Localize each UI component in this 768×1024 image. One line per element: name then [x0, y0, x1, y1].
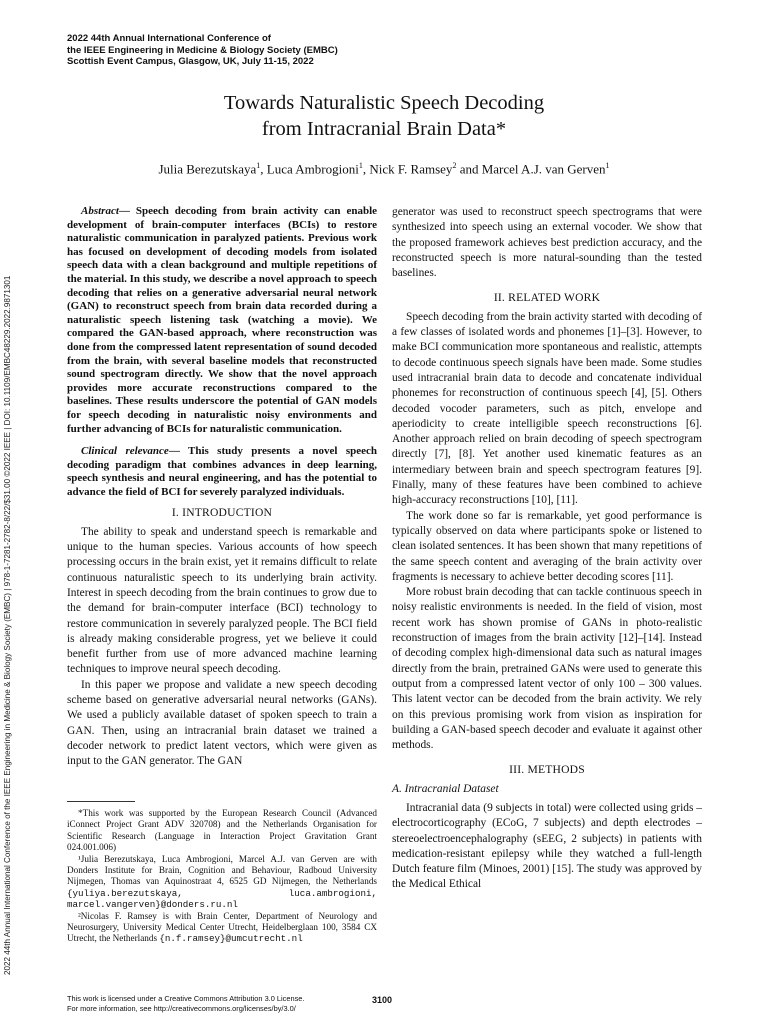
- author-name: Luca Ambrogioni: [266, 161, 359, 177]
- license-line-2: For more information, see http://creativecommons.org/licenses/by/3.0/: [67, 1003, 296, 1013]
- body-paragraph: More robust brain decoding that can tackle continuous speech in noisy realistic environments is needed. In the field of vision, most recent work has shown promise of GANs in photo-realistic reconstruction of images from the brain activity [12]–[14]. Instead of decoding complex high-dimensional data such as natural images directly from the brain, pretrained GANs were used to generate this output from a compressed latent vector of only 100 – 300 values. This latent vector can be decoded from the brain activity. We rely on this previous promising work from vision as inspiration for building a GAN-based speech decoder and evaluate it against other methods.: [392, 586, 702, 752]
- conference-line-1: 2022 44th Annual International Conference of: [67, 33, 271, 44]
- body-paragraph: Intracranial data (9 subjects in total) were collected using grids – electrocorticography (ECoG, 7 subjects) and depth electrodes – stereoelectroencephalography (sEEG, 2 subjects) in patients with medication-resistant epilepsy while they watched a full-length Dutch feature film (Minoes, 2001) [15]. The study was approved by the Medical Ethical: [392, 801, 702, 891]
- author-separator: and: [456, 161, 482, 177]
- body-paragraph: Speech decoding from the brain activity started with decoding of a few classes of isolated words and phonemes [1]–[3]. However, to make BCI communication more spontaneous and realistic, attempts to decode continuous speech signals have been made. Some studies used intracranial brain data to decode and concatenate individual phonemes for reconstruction of continuous speech [4], [5]. Others decoded vocoder parameters, such as pitch, envelope and aperiodicity to create intelligible speech reconstructions [6]. Another approach relied on brain decoding of speech spectrogram directly [7], [8]. Yet another used kinematic features as an intermediary between brain and speech spectrogram features [9]. Finally, many of these features have been combined to achieve high-accuracy reconstructions [10], [11].: [392, 310, 702, 507]
- section-heading-related-work: II. RELATED WORK: [493, 291, 601, 305]
- author-separator: ,: [362, 161, 370, 177]
- footnotes: [67, 808, 377, 945]
- abstract-dash: —: [118, 205, 136, 217]
- license-line-1: This work is licensed under a Creative Commons Attribution 3.0 License.: [67, 994, 305, 1003]
- author-name: Marcel A.J. van Gerven: [481, 161, 606, 177]
- license-notice: [67, 994, 304, 1013]
- body-paragraph: generator was used to reconstruct speech spectrograms that were synthesized into speech using an external vocoder. We show that the proposed framework achieves best prediction accuracy, and the reconstructed speech is more natural-sounding than the tested baselines.: [392, 206, 702, 280]
- clinical-relevance-label: Clinical relevance: [81, 445, 169, 458]
- footnote-text: ²Nicolas F. Ramsey is with Brain Center, Department of Neurology and Neurosurgery, University Medical Center Utrecht, Heidelberglaan 100, 3584 CX Utrecht, the Netherlands: [67, 910, 377, 944]
- footnote-affiliation-1: [67, 854, 377, 911]
- footnote-divider: [67, 801, 135, 802]
- clinical-relevance-text: This study presents a novel speech decoding paradigm that combines advances in deep learning, speech synthesis and neural engineering, and has the potential to advance the field of BCI for severely paralyzed individuals.: [67, 445, 377, 498]
- author-name: Julia Berezutskaya: [158, 161, 257, 177]
- author-affiliation: 1: [605, 161, 610, 170]
- abstract-paragraph: [67, 205, 377, 436]
- author-name: Nick F. Ramsey: [369, 161, 453, 177]
- author-affiliation: 1: [256, 161, 261, 170]
- clinical-relevance-dash: —: [168, 445, 188, 458]
- body-paragraph: In this paper we propose and validate a new speech decoding scheme based on generative adversarial neural networks (GANs). We used a publicly available dataset of spoken speech to train a GAN. Then, using an intracranial brain dataset we trained a decoder network to predict latent vectors, which were given as input to the GAN generator. The GAN: [67, 678, 377, 768]
- abstract-label: Abstract: [81, 205, 119, 217]
- paper-title: [0, 90, 768, 142]
- conference-line-2: the IEEE Engineering in Medicine & Biology Society (EMBC): [67, 44, 338, 56]
- section-heading-introduction: I. INTRODUCTION: [171, 506, 273, 520]
- body-paragraph: The work done so far is remarkable, yet good performance is typically observed on data where participants spoke or listened to clean isolated sentences. It has been shown that many repetitions of the same speech content and averaging of the brain activity over fragments is necessary to achieve better decoding scores [11].: [392, 509, 702, 583]
- left-column: [67, 205, 377, 770]
- right-column: [392, 205, 702, 893]
- subsection-heading-dataset: A. Intracranial Dataset: [392, 782, 499, 795]
- author-list: [0, 161, 768, 177]
- author-affiliation: 2: [452, 161, 457, 170]
- abstract-text: Speech decoding from brain activity can enable development of brain-computer interfaces (BCIs) to restore naturalistic communication in paralyzed patients. Previous work has focused on development of decoding models from isolated speech data with a clean background and multiple repetitions of the material. In this study, we describe a novel approach to speech decoding that relies on a generative adversarial neural network (GAN) to reconstruct speech from brain data recorded during a naturalistic speech listening task (watching a movie). We compared the GAN-based approach, where reconstruction was done from the compressed latent representation of sound decoded from the brain, with several baseline models that reconstructed sound spectrogram directly. We show that the novel approach provides more accurate reconstructions compared to the baselines. These results underscore the potential of GAN models for speech decoding in naturalistic noisy environments and further advancing of BCIs for naturalistic communication.: [67, 205, 378, 435]
- footnote-text: ¹Julia Berezutskaya, Luca Ambrogioni, Marcel A.J. van Gerven are with Donders Institute for Brain, Cognition and Behaviour, Radboud University Nijmegen, Thomas van Aquinostraat 4, 6525 GD Nijmegen, the Netherlands: [67, 853, 377, 887]
- footnote-emails: {n.f.ramsey}@umcutrecht.nl: [159, 933, 303, 945]
- footnote-affiliation-2: [67, 911, 377, 945]
- title-line-2: from Intracranial Brain Data*: [261, 118, 507, 140]
- author-affiliation: 1: [358, 161, 363, 170]
- side-banner: 2022 44th Annual International Conference of the IEEE Engineering in Medicine & Biology Society (EMBC) | 978-1-7281-2782-8/22/$31.00 ©2022 IEEE | DOI: 10.1109/EMBC48229.2022.9871301: [3, 275, 12, 975]
- author-separator: ,: [260, 161, 267, 177]
- conference-header: [67, 33, 338, 68]
- clinical-relevance-paragraph: [67, 445, 377, 499]
- section-heading-methods: III. METHODS: [509, 763, 585, 777]
- footnote-emails: {yuliya.berezutskaya, luca.ambrogioni, marcel.vangerven}@donders.ru.nl: [67, 887, 377, 911]
- conference-line-3: Scottish Event Campus, Glasgow, UK, July 11-15, 2022: [67, 56, 314, 67]
- footnote-funding: *This work was supported by the European Research Council (Advanced iConnect Project Grant ADV 320708) and the Netherlands Organisation for Scientific Research (Language in Interaction Project Gravitation Grant 024.001.006): [67, 808, 377, 853]
- title-line-1: Towards Naturalistic Speech Decoding: [223, 92, 545, 114]
- page-number: 3100: [372, 995, 393, 1005]
- body-paragraph: The ability to speak and understand speech is remarkable and unique to the human species. Various accounts of how speech processing occurs in the brain exist, yet it remains difficult to relate continuous naturalistic speech to its underlying brain activity. Interest in speech decoding from the brain continues to grow due to the demand for brain-computer interface (BCI) technology to restore communication in severely paralyzed people. The BCI field is already making considerable progress, yet we believe it could benefit further from use of more advanced machine learning techniques to improve neural speech decoding.: [67, 525, 377, 676]
